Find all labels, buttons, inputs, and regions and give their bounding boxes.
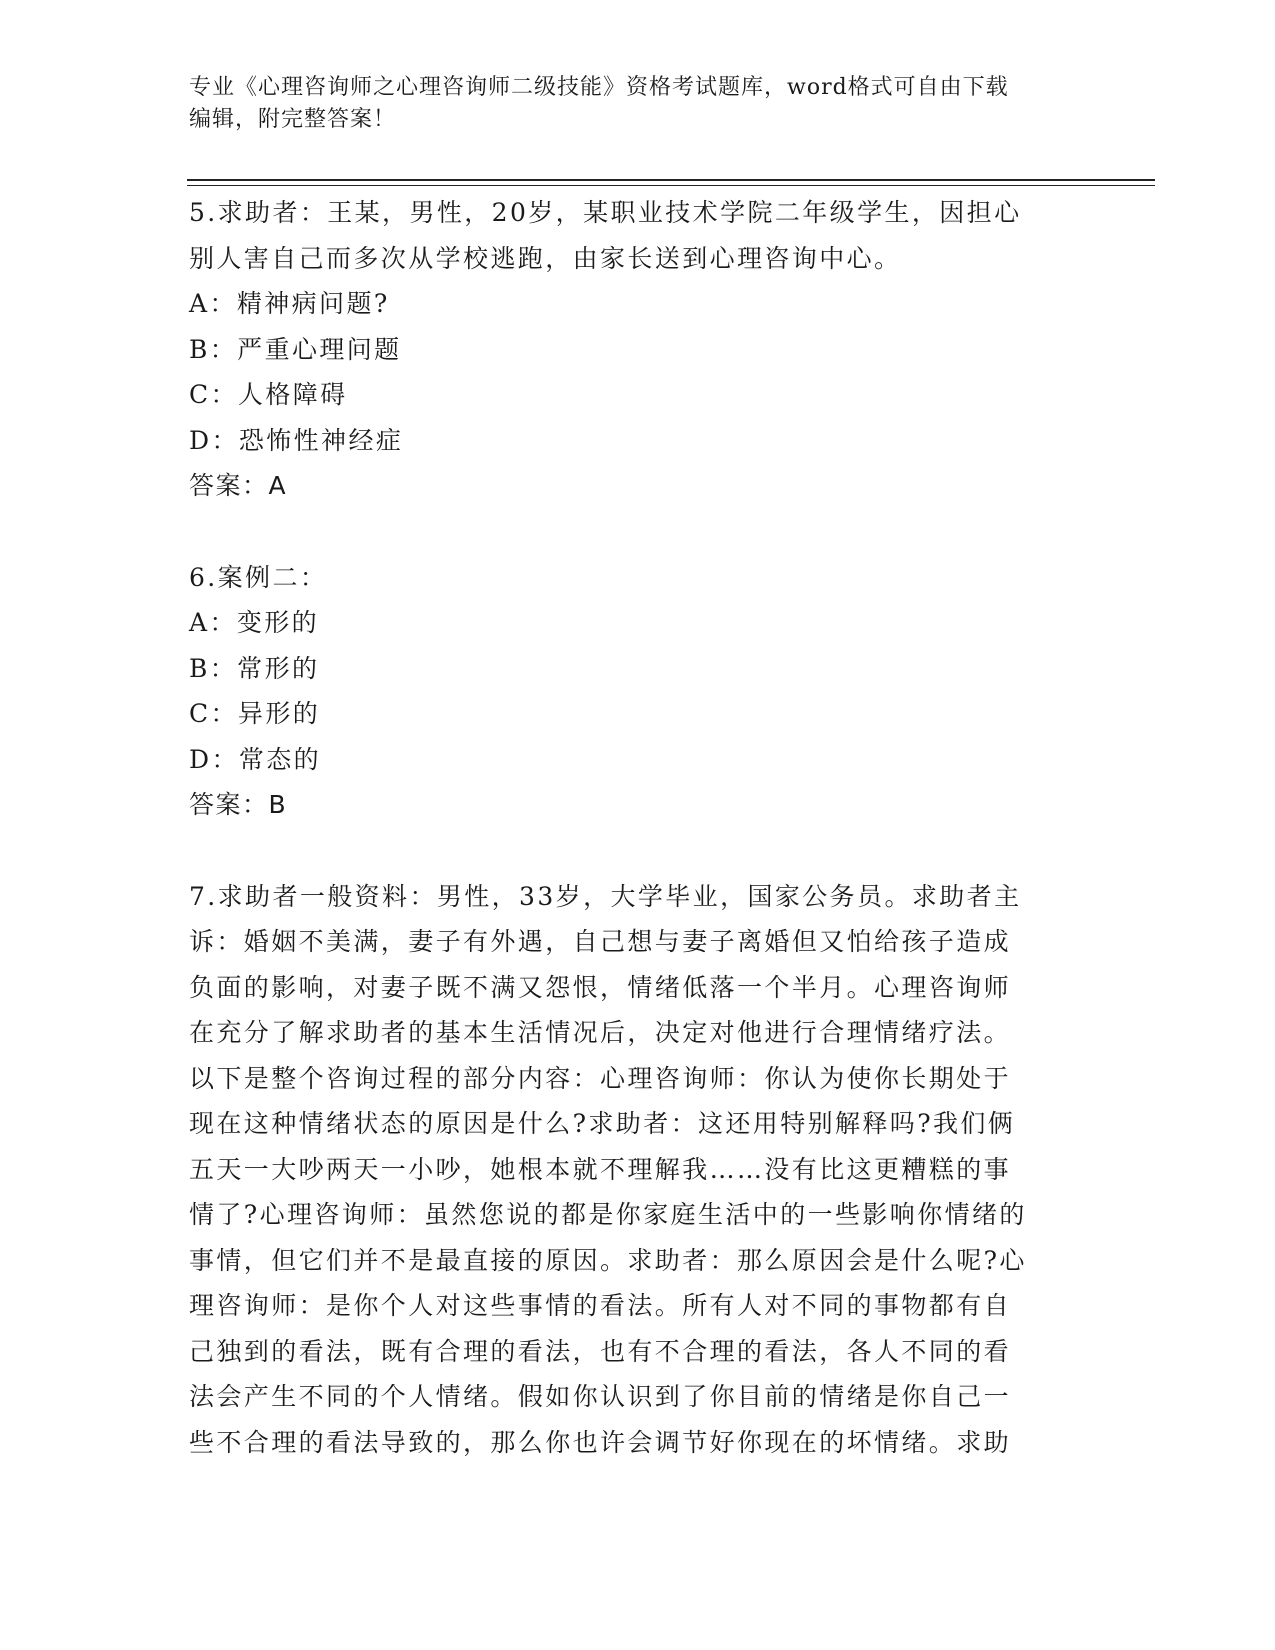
- question-stem-line: 己独到的看法，既有合理的看法，也有不合理的看法，各人不同的看: [189, 1336, 1012, 1366]
- option-d: D：常态的: [189, 744, 322, 774]
- option-a: A：精神病问题?: [189, 289, 390, 318]
- question-stem-line: 五天一大吵两天一小吵，她根本就不理解我……没有比这更糟糕的事: [189, 1154, 1012, 1184]
- question-stem-line: 以下是整个咨询过程的部分内容：心理咨询师：你认为使你长期处于: [189, 1063, 1012, 1093]
- question-stem-line: 理咨询师：是你个人对这些事情的看法。所有人对不同的事物都有自: [189, 1291, 1012, 1320]
- question-7: [189, 874, 1089, 1466]
- question-stem-line: 法会产生不同的个人情绪。假如你认识到了你目前的情绪是你自己一: [189, 1382, 1012, 1411]
- question-stem-line: 现在这种情绪状态的原因是什么?求助者：这还用特别解释吗?我们俩: [189, 1109, 1016, 1138]
- option-d: D：恐怖性神经症: [189, 425, 404, 455]
- question-stem-line: 7.求助者一般资料：男性，33岁，大学毕业，国家公务员。求助者主: [189, 881, 1022, 911]
- header-divider-thick: [187, 179, 1155, 181]
- question-stem-line: 负面的影响，对妻子既不满又怨恨，情绪低落一个半月。心理咨询师: [189, 972, 1012, 1002]
- answer-line: 答案：B: [189, 790, 288, 819]
- question-stem-line: 情了?心理咨询师：虽然您说的都是你家庭生活中的一些影响你情绪的: [189, 1200, 1027, 1229]
- header-line-2: 编辑，附完整答案！: [189, 107, 397, 132]
- answer-line: 答案：A: [189, 471, 288, 500]
- question-stem-line: 些不合理的看法导致的，那么你也许会调节好你现在的坏情绪。求助: [189, 1427, 1012, 1457]
- option-b: B：常形的: [189, 653, 320, 683]
- question-list: [189, 190, 1089, 1465]
- question-6: [189, 555, 1089, 828]
- document-header: [189, 72, 1069, 136]
- option-c: C：人格障碍: [189, 380, 348, 409]
- question-stem-line: 在充分了解求助者的基本生活情况后，决定对他进行合理情绪疗法。: [189, 1018, 1012, 1047]
- option-c: C：异形的: [189, 699, 321, 728]
- option-b: B：严重心理问题: [189, 334, 402, 364]
- spacer: [189, 828, 1089, 874]
- question-5: [189, 190, 1089, 509]
- question-stem-line: 诉：婚姻不美满，妻子有外遇，自己想与妻子离婚但又怕给孩子造成: [189, 927, 1012, 956]
- option-a: A：变形的: [189, 608, 320, 637]
- question-stem-line: 别人害自己而多次从学校逃跑，由家长送到心理咨询中心。: [189, 243, 902, 273]
- question-stem-line: 5.求助者：王某，男性，20岁，某职业技术学院二年级学生，因担心: [189, 198, 1022, 227]
- header-line-1: 专业《心理咨询师之心理咨询师二级技能》资格考试题库，word格式可自由下载: [189, 75, 1009, 100]
- header-divider-thin: [187, 185, 1155, 186]
- question-stem-line: 6.案例二：: [189, 562, 328, 592]
- question-stem-line: 事情，但它们并不是最直接的原因。求助者：那么原因会是什么呢?心: [189, 1245, 1027, 1275]
- spacer: [189, 509, 1089, 555]
